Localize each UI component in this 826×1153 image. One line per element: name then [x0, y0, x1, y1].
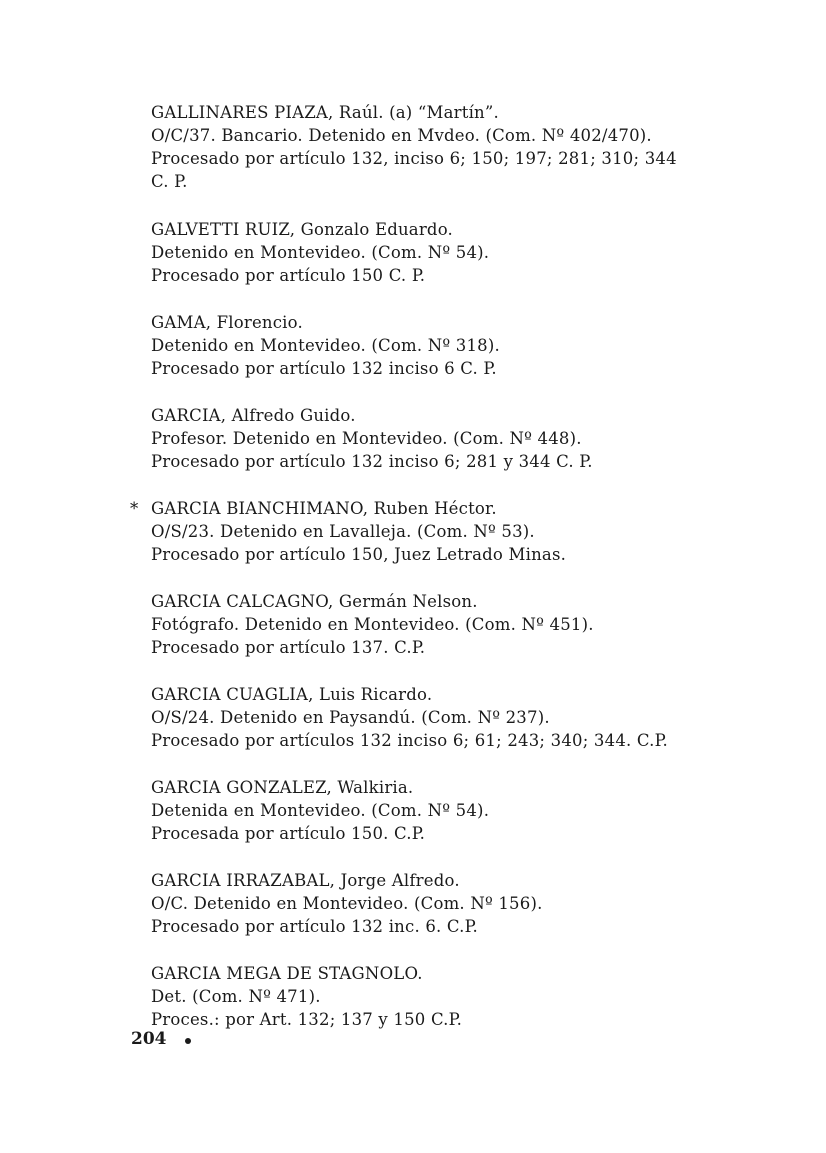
entry-detail-line: Detenido en Montevideo. (Com. Nº 54). [151, 243, 490, 262]
entry-detail-line: Detenida en Montevideo. (Com. Nº 54). [151, 801, 490, 820]
entry-block [151, 962, 711, 1055]
entry-name: GAMA, Florencio. [151, 313, 303, 332]
entry-name: GALVETTI RUIZ, Gonzalo Eduardo. [151, 220, 453, 239]
entry-detail-line: Procesado por artículo 132 inc. 6. C.P. [151, 917, 479, 936]
entry-block [151, 404, 711, 497]
entry-name: GARCIA IRRAZABAL, Jorge Alfredo. [151, 871, 460, 890]
entry-block [151, 101, 711, 218]
entry-detail-line: Fotógrafo. Detenido en Montevideo. (Com. Nº 451). [151, 615, 594, 634]
entry-detail-line: Procesado por artículos 132 inciso 6; 61; 243; 340; 344. C.P. [151, 731, 668, 750]
page-number: 204 [131, 1029, 167, 1049]
entry-block [151, 869, 711, 962]
entry-detail-line: C. P. [151, 172, 188, 191]
entry-name: GARCIA MEGA DE STAGNOLO. [151, 964, 423, 983]
entry-block [151, 776, 711, 869]
entry-marker: * [130, 499, 139, 518]
entry-detail-line: Proces.: por Art. 132; 137 y 150 C.P. [151, 1010, 463, 1029]
entry-detail-line: O/C. Detenido en Montevideo. (Com. Nº 156). [151, 894, 543, 913]
entry-detail-line: Profesor. Detenido en Montevideo. (Com. Nº 448). [151, 429, 582, 448]
entry-detail-line: Procesado por artículo 150 C. P. [151, 266, 426, 285]
entry-block [151, 683, 711, 776]
entry-block [151, 590, 711, 683]
entry-detail-line: O/C/37. Bancario. Detenido en Mvdeo. (Com. Nº 402/470). [151, 126, 652, 145]
entry-detail-line: O/S/23. Detenido en Lavalleja. (Com. Nº 53). [151, 522, 535, 541]
entry-detail-line: Procesado por artículo 132 inciso 6 C. P. [151, 359, 497, 378]
entry-name: GARCIA BIANCHIMANO, Ruben Héctor. [151, 499, 497, 518]
entry-detail-line: Procesado por artículo 132 inciso 6; 281 y 344 C. P. [151, 452, 593, 471]
entry-name: GARCIA GONZALEZ, Walkiria. [151, 778, 414, 797]
entry-detail-line: O/S/24. Detenido en Paysandú. (Com. Nº 237). [151, 708, 550, 727]
entry-detail-line: Procesado por artículo 132, inciso 6; 150; 197; 281; 310; 344 [151, 149, 677, 168]
entry-block [130, 497, 711, 590]
bullet-icon [185, 1038, 191, 1044]
entry-detail-line: Det. (Com. Nº 471). [151, 987, 321, 1006]
entry-block [151, 311, 711, 404]
entry-name: GALLINARES PIAZA, Raúl. (a) “Martín”. [151, 103, 499, 122]
entry-detail-line: Procesado por artículo 137. C.P. [151, 638, 426, 657]
entry-name: GARCIA CUAGLIA, Luis Ricardo. [151, 685, 433, 704]
entry-detail-line: Detenido en Montevideo. (Com. Nº 318). [151, 336, 500, 355]
entry-name: GARCIA CALCAGNO, Germán Nelson. [151, 592, 478, 611]
page-footer [131, 1027, 191, 1051]
entry-name: GARCIA, Alfredo Guido. [151, 406, 356, 425]
entry-block [151, 218, 711, 311]
entry-detail-line: Procesada por artículo 150. C.P. [151, 824, 426, 843]
entry-detail-line: Procesado por artículo 150, Juez Letrado Minas. [151, 545, 567, 564]
